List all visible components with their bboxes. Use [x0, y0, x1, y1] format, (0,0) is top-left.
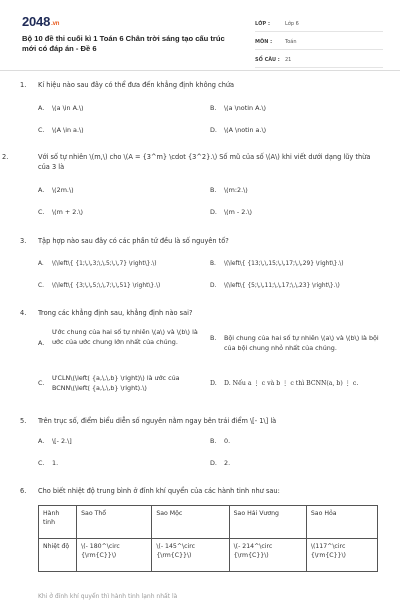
question-5	[20, 416, 382, 476]
table-cell: Nhiệt độ	[39, 539, 77, 572]
option-text: 1.	[52, 459, 59, 467]
option-text: \(A \notin a.\)	[224, 126, 267, 134]
option-letter: B.	[210, 334, 217, 342]
option-text: \(m + 2.\)	[52, 208, 84, 216]
table-cell: \(- 214^\circ {\rm{C}}\)	[229, 539, 306, 572]
option-letter: C.	[38, 283, 44, 289]
question-stem: Cho biết nhiệt độ trung bình ở đỉnh khí quyển của các hành tinh như sau:	[38, 487, 280, 495]
meta-label: LỚP :	[255, 20, 270, 27]
option-b[interactable]	[210, 328, 382, 362]
option-letter: A.	[38, 339, 45, 347]
question-text	[20, 308, 382, 318]
option-d[interactable]	[210, 458, 230, 468]
option-text: \(\left\{ {5;\,\,11;\,\,17;\,\,23} \right\}.\)	[224, 283, 340, 289]
cut-off-text: Khi ở đỉnh khí quyển thì hành tinh lạnh nhất là	[38, 593, 178, 600]
table-cell: \(- 145^\circ {\rm{C}}\)	[152, 539, 229, 572]
question-text	[20, 236, 382, 246]
option-text: \(A \in a.\)	[52, 126, 84, 134]
option-text: \(\left\{ {1;\,\,3;\,\,5;\,\,7} \right\}.\)	[52, 261, 157, 267]
question-stem: Tập hợp nào sau đây có các phần tử đều là số nguyên tố?	[38, 237, 229, 245]
option-letter: B.	[210, 104, 217, 112]
option-letter: A.	[38, 261, 44, 267]
option-b[interactable]	[210, 436, 230, 446]
question-stem: Kí hiệu nào sau đây có thể đưa đến khẳng định không chứa	[38, 81, 235, 89]
option-text: \(\left\{ {13;\,\,15;\,\,17;\,\,29} \right\}.\)	[224, 261, 344, 267]
option-c[interactable]	[38, 374, 208, 396]
option-text: Bội chung của hai số tự nhiên \(a\) và \(b\) là bội của bội chung nhỏ nhất của chúng.	[224, 334, 379, 352]
option-letter: C.	[38, 126, 45, 134]
option-d[interactable]	[210, 207, 252, 217]
question-stem: Với số tự nhiên \(m,\) cho \(A = {3^m} \cdot {3^2}.\) Số mũ của số \(A\) khi viết dưới dạng lũy thừa của 3 là	[38, 153, 371, 171]
option-text: \(2m.\)	[52, 186, 74, 194]
option-letter: C.	[38, 379, 45, 387]
question-stem: Trên trục số, điểm biểu diễn số nguyên nằm ngay bên trái điểm \[- 1\] là	[38, 417, 277, 425]
meta-panel	[255, 16, 383, 70]
question-stem: Trong các khẳng định sau, khẳng định nào sai?	[38, 309, 193, 317]
meta-label: SỐ CÂU :	[255, 56, 280, 63]
option-letter: C.	[38, 459, 45, 467]
option-c[interactable]	[38, 207, 83, 217]
planet-temperature-table	[38, 505, 378, 572]
option-text: 2.	[224, 459, 231, 467]
question-6	[20, 486, 382, 500]
logo-main: 2048	[22, 14, 51, 29]
header-divider	[0, 70, 400, 71]
option-a[interactable]	[38, 259, 157, 269]
table-cell: Sao Thổ	[77, 506, 152, 539]
table-cell: \(117^\circ {\rm{C}}\)	[306, 539, 377, 572]
option-c[interactable]	[38, 125, 84, 135]
option-a[interactable]	[38, 103, 84, 113]
option-text: 0.	[224, 437, 231, 445]
table-cell: \(- 180^\circ {\rm{C}}\)	[77, 539, 152, 572]
meta-value: Toán	[285, 38, 297, 45]
option-c[interactable]	[38, 281, 160, 291]
table-cell: Sao Hải Vương	[229, 506, 306, 539]
question-1	[20, 80, 382, 140]
logo-suffix: .vn	[51, 21, 60, 27]
option-letter: B.	[210, 186, 217, 194]
option-letter: A.	[38, 437, 45, 445]
option-b[interactable]	[210, 259, 344, 269]
option-letter: D.	[210, 283, 217, 289]
option-text: D. Nếu a ⋮ c và b ⋮ c thì BCNN(a, b) ⋮ c.	[224, 380, 359, 387]
question-text	[20, 416, 382, 426]
header	[22, 14, 382, 64]
option-text: ƯCLN\(\left( {a,\,\,b} \right)\) là ước của BCNN\(\left( {a,\,\,b} \right).\)	[52, 374, 180, 392]
option-text: \(\left\{ {3;\,\,5;\,\,7;\,\,51} \right\}.\)	[52, 283, 161, 289]
question-number: 4.	[20, 309, 27, 317]
option-letter: B.	[210, 261, 216, 267]
meta-row-subject	[255, 34, 383, 50]
option-text: \(m:2.\)	[224, 186, 248, 194]
option-a[interactable]	[38, 185, 74, 195]
meta-row-count	[255, 52, 383, 68]
question-text	[2, 152, 382, 172]
question-number: 6.	[20, 487, 27, 495]
question-2	[2, 152, 382, 222]
question-number: 5.	[20, 417, 27, 425]
option-a[interactable]	[38, 328, 208, 362]
option-text: \[- 2.\]	[52, 437, 72, 445]
option-letter: D.	[210, 459, 217, 467]
option-letter: D.	[210, 126, 217, 134]
option-d[interactable]	[210, 379, 382, 391]
question-number: 1.	[20, 81, 27, 89]
question-text	[20, 80, 382, 90]
option-letter: A.	[38, 104, 45, 112]
option-b[interactable]	[210, 103, 266, 113]
table-row	[39, 506, 378, 539]
option-letter: A.	[38, 186, 45, 194]
option-letter: B.	[210, 437, 217, 445]
question-number: 2.	[2, 153, 9, 161]
option-text: \(a \in A.\)	[52, 104, 84, 112]
option-b[interactable]	[210, 185, 248, 195]
option-d[interactable]	[210, 281, 340, 291]
option-d[interactable]	[210, 125, 266, 135]
option-a[interactable]	[38, 436, 72, 446]
table-cell: Hành tinh	[39, 506, 77, 539]
meta-value: Lớp 6	[285, 20, 299, 27]
question-number: 3.	[20, 237, 27, 245]
question-text	[20, 486, 382, 496]
table-cell: Sao Mộc	[152, 506, 229, 539]
site-logo[interactable]	[22, 14, 59, 29]
option-text: \(m - 2.\)	[224, 208, 252, 216]
option-text: Ước chung của hai số tự nhiên \(a\) và \(b\) là ước của ước chung lớn nhất của chúng.	[52, 328, 198, 346]
question-4	[20, 308, 382, 408]
option-c[interactable]	[38, 458, 58, 468]
meta-value: 21	[285, 56, 292, 63]
option-letter: D.	[210, 380, 217, 387]
question-3	[20, 236, 382, 296]
option-text: \(a \notin A.\)	[224, 104, 267, 112]
table-cell: Sao Hỏa	[306, 506, 377, 539]
option-letter: D.	[210, 208, 217, 216]
table-row	[39, 539, 378, 572]
meta-label: MÔN :	[255, 38, 273, 45]
option-letter: C.	[38, 208, 45, 216]
page-title: Bộ 10 đề thi cuối kì 1 Toán 6 Chân trời sáng tạo cấu trúc mới có đáp án - Đề 6	[22, 34, 225, 53]
meta-row-class	[255, 16, 383, 32]
